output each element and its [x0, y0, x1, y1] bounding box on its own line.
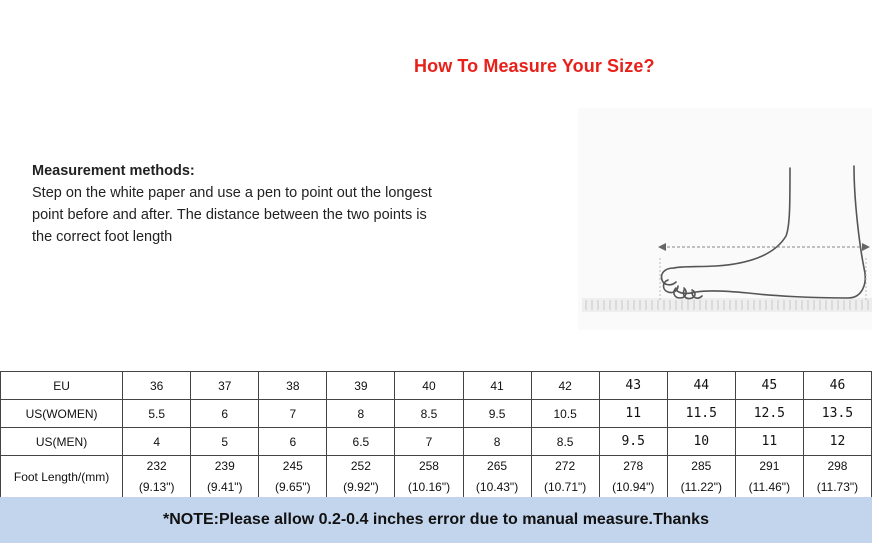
table-cell: 12.5: [735, 400, 803, 428]
table-row-eu: [1, 372, 872, 400]
foot-inches: (9.65"): [275, 480, 311, 494]
table-cell: 5: [191, 428, 259, 456]
foot-mm: 232: [146, 459, 167, 473]
foot-mm: 252: [350, 459, 371, 473]
table-cell: [123, 456, 191, 498]
table-cell: [259, 456, 327, 498]
table-cell: 6: [259, 428, 327, 456]
table-cell: 10: [667, 428, 735, 456]
table-cell: 9.5: [463, 400, 531, 428]
table-cell: [735, 456, 803, 498]
table-cell: 8: [463, 428, 531, 456]
foot-inches: (10.94"): [612, 480, 655, 494]
foot-inches: (9.13"): [138, 480, 175, 494]
table-cell: 8: [327, 400, 395, 428]
foot-inches: (9.41"): [206, 480, 243, 494]
table-cell: 11: [735, 428, 803, 456]
table-cell: 39: [327, 372, 395, 400]
table-cell: [667, 456, 735, 498]
table-cell: 7: [259, 400, 327, 428]
table-row-us-men: [1, 428, 872, 456]
page-title: How To Measure Your Size?: [414, 56, 655, 76]
table-cell: 46: [803, 372, 871, 400]
table-cell: [463, 456, 531, 498]
table-cell: 36: [123, 372, 191, 400]
table-cell: 13.5: [803, 400, 871, 428]
methods-heading: Measurement methods:: [32, 163, 195, 179]
row-label-us-men: US(MEN): [1, 428, 123, 456]
methods-line-3: the correct foot length: [32, 229, 173, 245]
table-cell: 40: [395, 372, 463, 400]
foot-measurement-illustration: [578, 108, 872, 330]
table-cell: 10.5: [531, 400, 599, 428]
error-note: *NOTE:Please allow 0.2-0.4 inches error due to manual measure.Thanks: [0, 497, 872, 543]
foot-mm: 298: [827, 459, 848, 473]
measurement-methods: [32, 160, 502, 248]
foot-mm: 239: [214, 459, 235, 473]
row-label-foot-length: Foot Length/(mm): [1, 456, 123, 498]
table-cell: 9.5: [599, 428, 667, 456]
table-cell: 6.5: [327, 428, 395, 456]
foot-mm: 278: [623, 459, 644, 473]
table-cell: 37: [191, 372, 259, 400]
table-cell: 41: [463, 372, 531, 400]
foot-mm: 285: [691, 459, 712, 473]
foot-inches: (10.43"): [475, 480, 519, 494]
table-cell: [531, 456, 599, 498]
table-cell: 11: [599, 400, 667, 428]
foot-mm: 291: [759, 459, 780, 473]
table-cell: 8.5: [531, 428, 599, 456]
row-label-us-women: US(WOMEN): [1, 400, 123, 428]
foot-inches: (9.92"): [343, 480, 379, 494]
table-cell: [191, 456, 259, 498]
table-cell: [803, 456, 871, 498]
methods-line-1: Step on the white paper and use a pen to point out the longest: [32, 185, 432, 201]
table-cell: 8.5: [395, 400, 463, 428]
table-cell: 44: [667, 372, 735, 400]
row-label-eu: EU: [1, 372, 123, 400]
size-chart-table: [0, 371, 872, 498]
table-cell: 43: [599, 372, 667, 400]
table-cell: [327, 456, 395, 498]
table-row-foot-length: [1, 456, 872, 498]
foot-inches: (11.46"): [748, 480, 791, 494]
table-cell: 6: [191, 400, 259, 428]
table-cell: 7: [395, 428, 463, 456]
table-cell: 42: [531, 372, 599, 400]
foot-inches: (10.71"): [543, 480, 587, 494]
table-cell: [395, 456, 463, 498]
table-cell: 4: [123, 428, 191, 456]
table-row-us-women: [1, 400, 872, 428]
foot-mm: 245: [282, 459, 303, 473]
methods-line-2: point before and after. The distance between the two points is: [32, 207, 427, 223]
table-cell: 12: [803, 428, 871, 456]
table-cell: 38: [259, 372, 327, 400]
table-cell: [599, 456, 667, 498]
foot-inches: (11.73"): [816, 480, 859, 494]
table-cell: 45: [735, 372, 803, 400]
foot-mm: 258: [418, 459, 439, 473]
foot-inches: (11.22"): [680, 480, 722, 494]
foot-mm: 272: [555, 459, 576, 473]
table-cell: 11.5: [667, 400, 735, 428]
foot-mm: 265: [487, 459, 508, 473]
table-cell: 5.5: [123, 400, 191, 428]
foot-inches: (10.16"): [407, 480, 451, 494]
